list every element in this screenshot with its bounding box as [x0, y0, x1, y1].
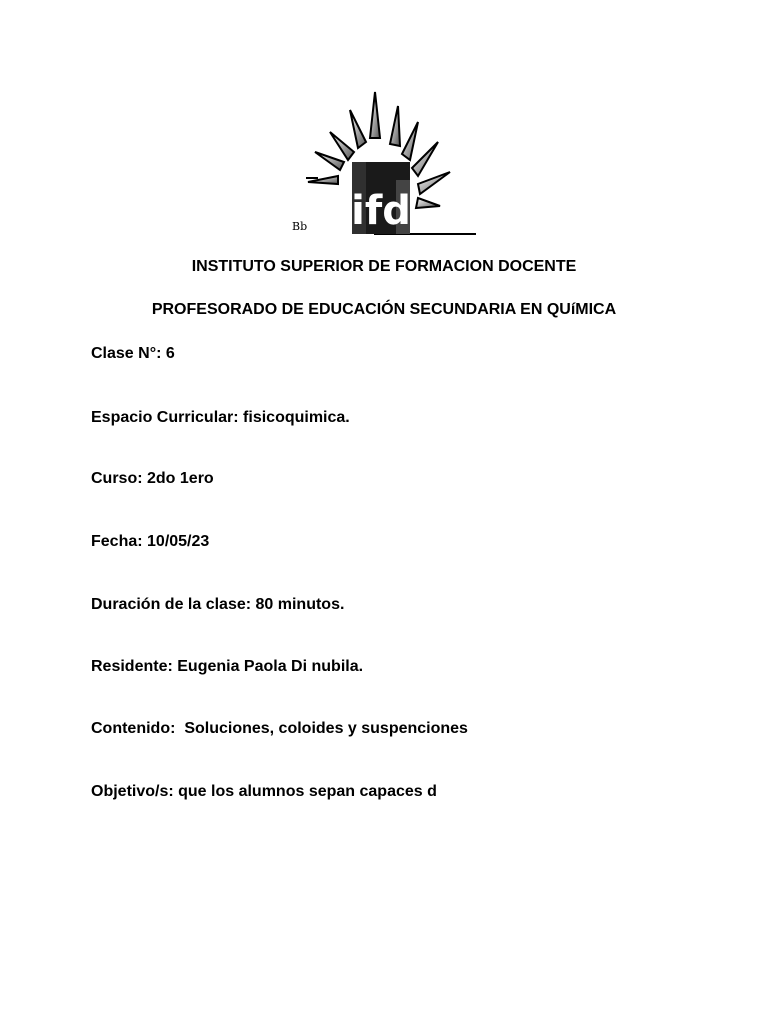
field-espacio-curricular: Espacio Curricular: fisicoquimica. [91, 409, 350, 426]
logo-letters: ifd [351, 188, 411, 234]
program-title: PROFESORADO DE EDUCACIÓN SECUNDARIA EN QUíMICA [151, 301, 617, 318]
field-duracion: Duración de la clase: 80 minutos. [91, 596, 345, 613]
logo-mark-text: Bb [292, 220, 308, 233]
institute-logo [290, 90, 480, 238]
field-objetivo: Objetivo/s: que los alumnos sepan capaces d [91, 783, 437, 800]
sunburst-logo-icon [290, 90, 480, 238]
field-contenido: Contenido: Soluciones, coloides y suspenciones [91, 720, 468, 737]
field-residente: Residente: Eugenia Paola Di nubila. [91, 658, 364, 675]
field-clase: Clase N°: 6 [91, 345, 175, 362]
field-curso: Curso: 2do 1ero [91, 470, 214, 487]
field-fecha: Fecha: 10/05/23 [91, 533, 210, 550]
institute-title: INSTITUTO SUPERIOR DE FORMACION DOCENTE [191, 258, 577, 275]
